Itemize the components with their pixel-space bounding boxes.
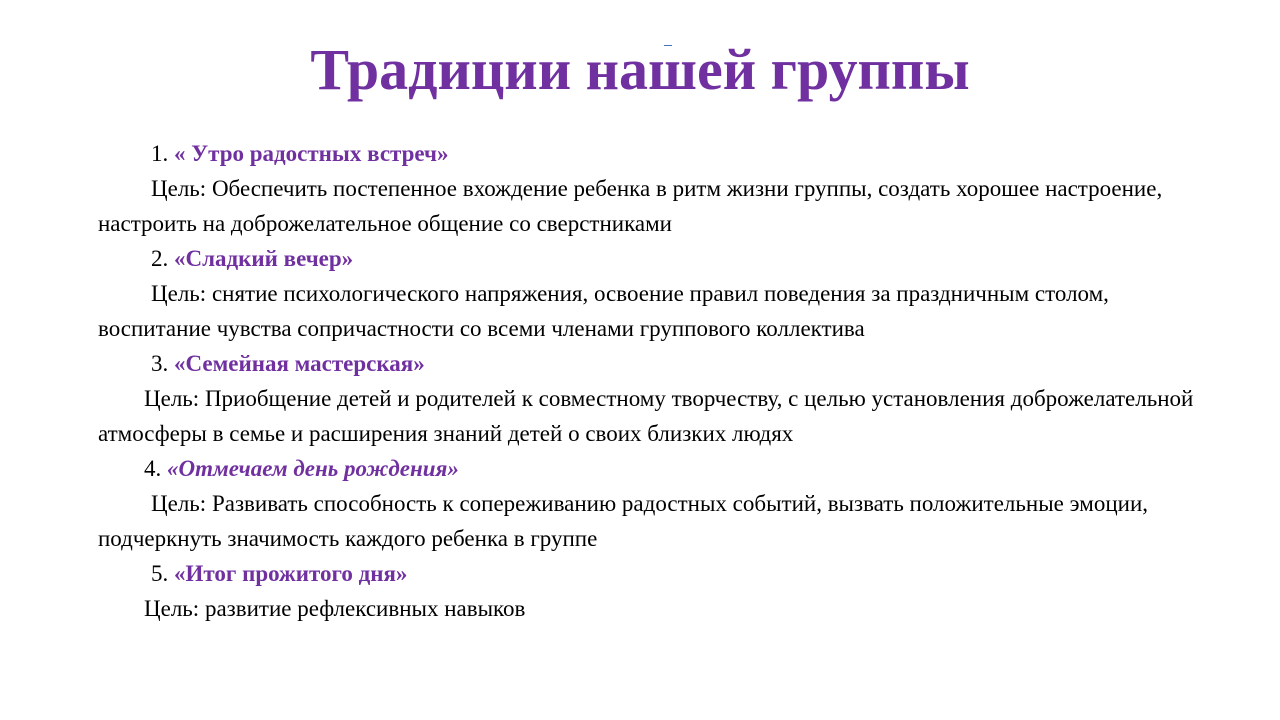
tradition-4-goal-label: Цель:	[151, 491, 207, 516]
tradition-1-goal-text: Обеспечить постепенное вхождение ребенка в ритм жизни группы, создать хорошее настроение, настроить на доброжелательное общение со сверстниками	[98, 176, 1163, 236]
tradition-3-name: «Семейная мастерская»	[174, 351, 425, 376]
tradition-5-number: 5.	[151, 561, 169, 586]
tradition-5-name: «Итог прожитого дня»	[174, 561, 408, 586]
tradition-2-heading	[98, 241, 1198, 276]
tradition-5-goal	[98, 591, 1198, 626]
tradition-1-number: 1.	[151, 141, 169, 166]
tradition-4-number: 4.	[144, 456, 162, 481]
tradition-3-heading	[98, 346, 1198, 381]
tradition-5-goal-label: Цель:	[144, 596, 200, 621]
tradition-3-goal	[98, 381, 1198, 451]
tradition-2-name: «Сладкий вечер»	[174, 246, 354, 271]
tradition-4-heading	[98, 451, 1198, 486]
tradition-2-goal-label: Цель:	[151, 281, 207, 306]
tradition-3-goal-label: Цель:	[144, 386, 200, 411]
tradition-5-heading	[98, 556, 1198, 591]
tradition-4-name: «Отмечаем день рождения»	[167, 456, 459, 481]
tradition-3-number: 3.	[151, 351, 169, 376]
tradition-1-heading	[98, 136, 1198, 171]
tradition-1-goal-label: Цель:	[151, 176, 207, 201]
tradition-2-goal-text: снятие психологического напряжения, освоение правил поведения за праздничным столом, воспитание чувства сопричастности со всеми членами группового коллектива	[98, 281, 1109, 341]
traditions-list	[98, 136, 1198, 626]
tradition-5-goal-text: развитие рефлексивных навыков	[204, 596, 526, 621]
tradition-2-number: 2.	[151, 246, 169, 271]
tradition-4-goal-text: Развивать способность к сопереживанию радостных событий, вызвать положительные эмоции, подчеркнуть значимость каждого ребенка в группе	[98, 491, 1149, 551]
tradition-4-goal	[98, 486, 1198, 556]
slide-title: Традиции нашей группы	[310, 37, 970, 102]
tradition-2-goal	[98, 276, 1198, 346]
tradition-3-goal-text: Приобщение детей и родителей к совместному творчеству, с целью установления доброжелательной атмосферы в семье и расширения знаний детей о своих близких людях	[98, 386, 1194, 446]
tradition-1-goal	[98, 171, 1198, 241]
tradition-1-name: « Утро радостных встреч»	[174, 141, 449, 166]
